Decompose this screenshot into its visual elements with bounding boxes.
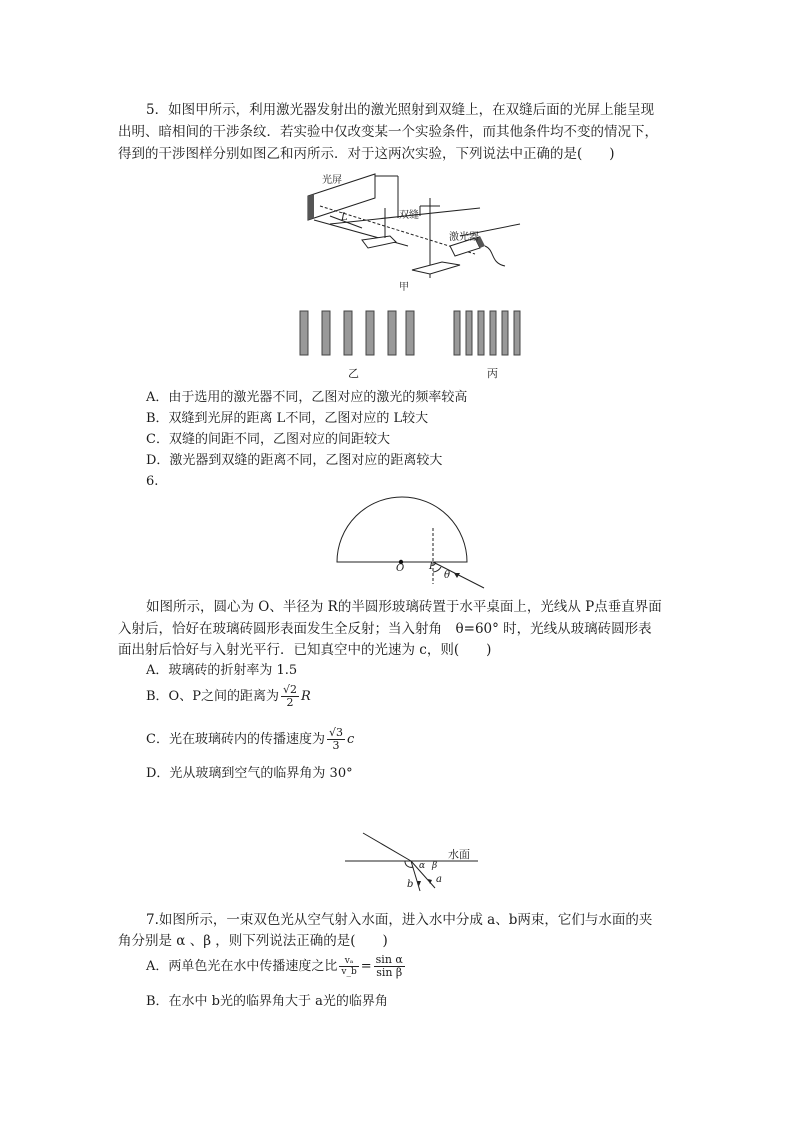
q6-option-b — [146, 684, 311, 709]
q6-option-b-unit: R — [300, 689, 311, 704]
q5-option-b: B．双缝到光屏的距离 L不同，乙图对应的 L较大 — [146, 411, 429, 426]
q6-option-a: A．玻璃砖的折射率为 1.5 — [146, 663, 298, 678]
q6-option-d: D．光从玻璃到空气的临界角为 30° — [146, 766, 353, 781]
q7-option-a — [146, 954, 407, 979]
label-alpha: α — [419, 861, 426, 871]
label-jia: 甲 — [399, 282, 409, 293]
q7-option-b: B．在水中 b光的临界角大于 a光的临界角 — [146, 994, 388, 1009]
fringe-bar — [454, 311, 460, 355]
q6-option-c-text: C．光在玻璃砖内的传播速度为 — [146, 732, 325, 747]
q6-line1: 如图所示，圆心为 O、半径为 R的半圆形玻璃砖置于水平桌面上，光线从 P点垂直界面 — [146, 599, 662, 615]
q6-option-c — [146, 727, 354, 752]
fraction-denominator: 3 — [332, 739, 340, 752]
label-double-slit: 双缝 — [399, 210, 419, 221]
fringe-bar — [406, 311, 414, 355]
fraction-numerator: √3 — [328, 726, 343, 739]
q6-option-c-unit: c — [346, 732, 355, 747]
fringe-pattern-bing — [454, 311, 526, 356]
q7-line1: 7.如图所示，一束双色光从空气射入水面，进入水中分成 a、b两束，它们与水面的夹 — [146, 912, 653, 928]
fraction — [281, 684, 299, 709]
label-water-surface: 水面 — [448, 848, 470, 861]
semicircle-glass-figure — [336, 488, 486, 588]
q5-line1: 5．如图甲所示，利用激光器发射出的激光照射到双缝上，在双缝后面的光屏上能呈现 — [146, 102, 655, 118]
label-a: a — [436, 874, 442, 885]
label-yi: 乙 — [348, 367, 359, 380]
double-slit-apparatus-figure — [300, 168, 520, 288]
q5-line2: 出明、暗相间的干涉条纹．若实验中仅改变某一个实验条件，而其他条件均不变的情况下， — [118, 124, 658, 140]
q6-line3: 面出射后恰好与入射光平行．已知真空中的光速为 c，则( ) — [118, 642, 492, 658]
fringe-bar — [502, 311, 508, 355]
label-beta: β — [432, 861, 438, 871]
q6-option-b-text: B．O、P之间的距离为 — [146, 689, 279, 704]
fringe-bar — [514, 311, 520, 355]
label-P: P — [429, 561, 436, 572]
fraction — [327, 727, 345, 752]
fringe-bar — [490, 311, 496, 355]
fringe-bar — [322, 311, 330, 355]
fraction-numerator: √2 — [282, 683, 297, 696]
q7-line2: 角分别是 α 、β ，则下列说法正确的是( ) — [118, 933, 388, 949]
q5-option-c: C．双缝的间距不同，乙图对应的间距较大 — [146, 432, 390, 447]
fringe-bar — [344, 311, 352, 355]
q5-option-a: A．由于选用的激光器不同，乙图对应的激光的频率较高 — [146, 390, 468, 405]
fringe-bar — [388, 311, 396, 355]
fraction — [339, 956, 358, 977]
fringe-bar — [300, 311, 308, 355]
fringe-bar — [466, 311, 472, 355]
q6-number: 6. — [146, 474, 159, 489]
fraction-numerator: sin α — [375, 953, 403, 966]
fraction-denominator: v_b — [341, 967, 357, 977]
q5-option-d: D．激光器到双缝的距离不同，乙图对应的距离较大 — [146, 453, 443, 468]
q6-line2: 入射后，恰好在玻璃砖圆形表面发生全反射；当入射角 θ=60° 时，光线从玻璃砖圆形表 — [118, 621, 652, 637]
label-L: L — [341, 212, 348, 223]
label-theta: θ — [444, 570, 451, 581]
q5-line3: 得到的干涉图样分别如图乙和丙所示．对于这两次实验，下列说法中正确的是( ) — [118, 146, 615, 162]
label-screen: 光屏 — [322, 175, 342, 186]
equals-sign: = — [360, 959, 372, 974]
label-bing: 丙 — [487, 367, 498, 380]
label-laser: 激光器 — [449, 232, 479, 243]
fraction-denominator: 2 — [286, 696, 294, 709]
label-O: O — [396, 563, 405, 574]
fraction-numerator: vₐ — [339, 956, 358, 967]
fraction-denominator: sin β — [376, 966, 403, 979]
label-b: b — [407, 879, 414, 890]
fraction — [374, 954, 405, 979]
q7-option-a-text: A．两单色光在水中传播速度之比 — [146, 959, 338, 974]
fringe-bar — [478, 311, 484, 355]
fringe-bar — [366, 311, 374, 355]
fringe-pattern-yi — [300, 311, 418, 356]
water-surface-figure — [345, 833, 485, 893]
